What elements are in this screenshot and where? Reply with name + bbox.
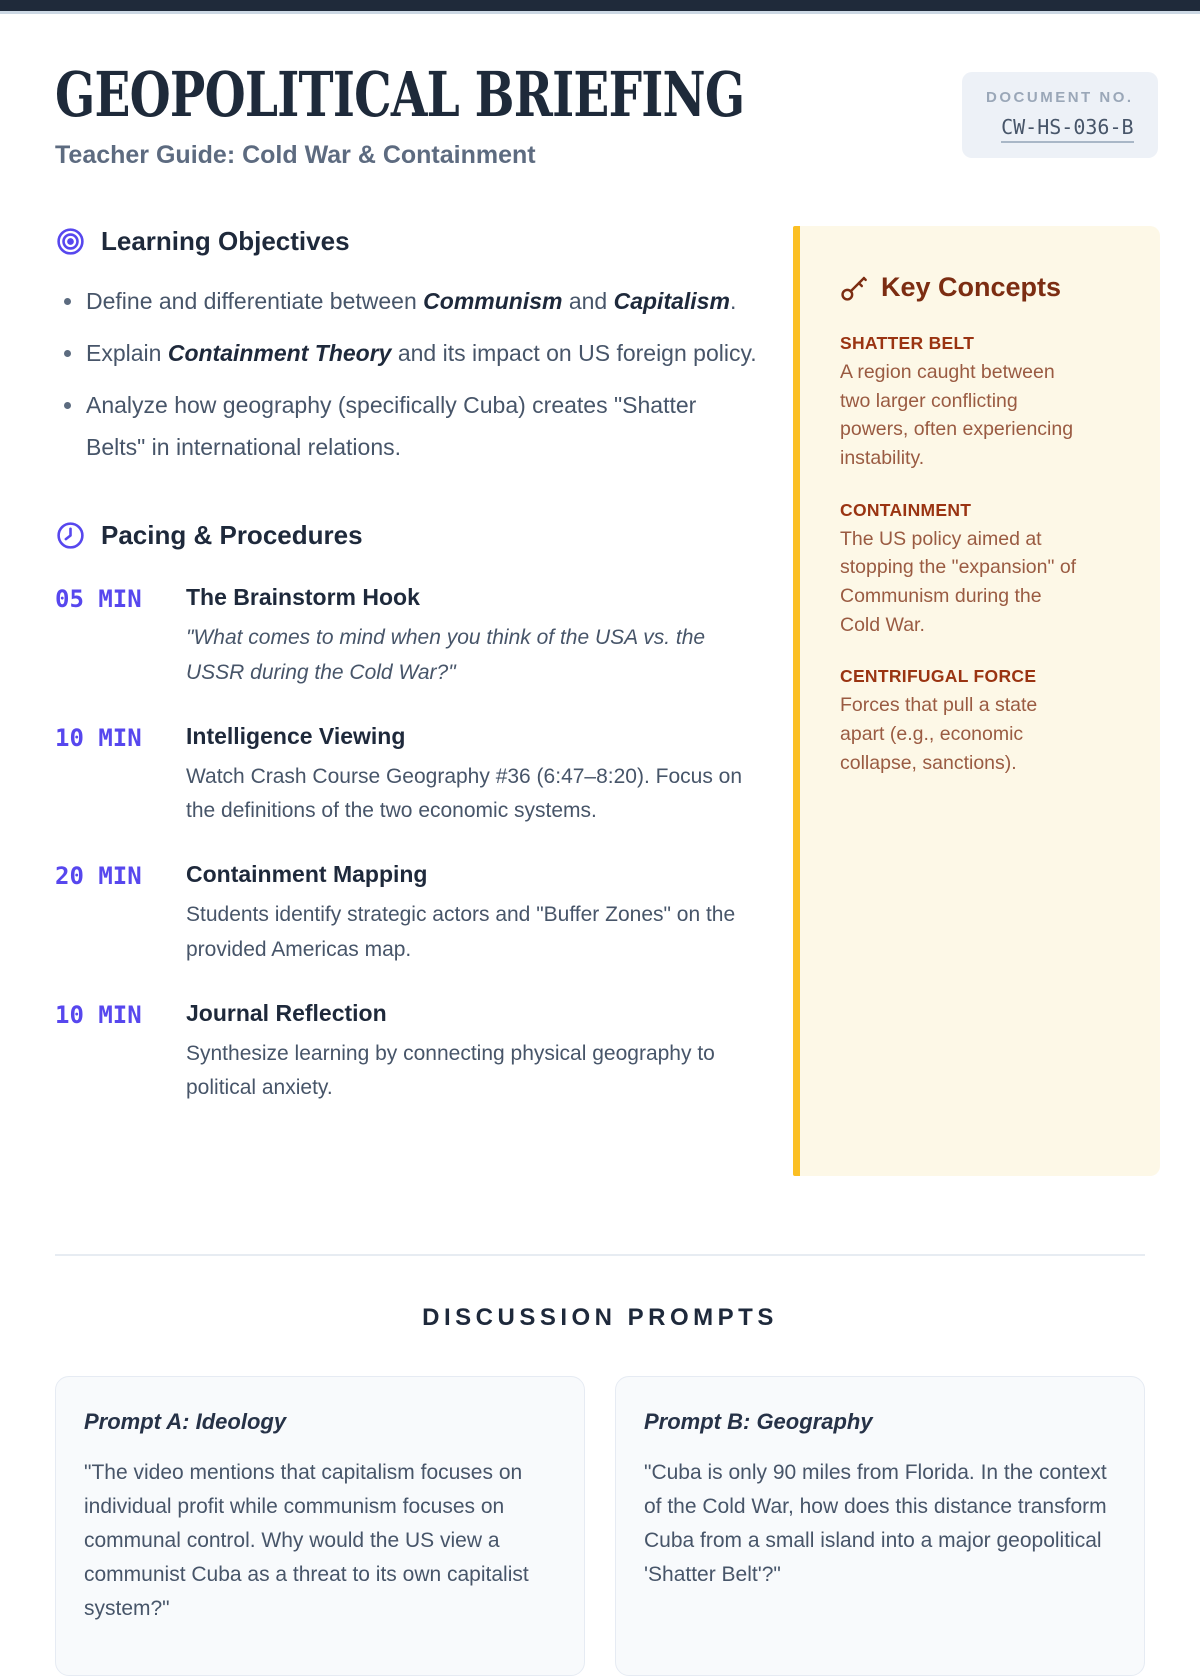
pacing-item-title: Journal Reflection [186,999,387,1026]
objective-text: Explain [86,339,168,366]
header-titles [55,58,962,170]
pacing-item-description: Synthesize learning by connecting physical geography to political anxiety. [186,1041,715,1099]
pacing-item [55,861,760,966]
objective-text: and its impact on US foreign policy. [391,339,757,366]
document-number-value: CW-HS-036-B [1001,115,1133,143]
objective-emphasis: Capitalism [613,288,730,314]
pacing-item-body [186,861,760,966]
concept-item [840,500,1120,640]
objective-item [55,281,760,323]
page-title: GEOPOLITICAL BRIEFING [55,58,745,131]
main-column [55,226,760,1176]
objective-text: Define and differentiate between [86,288,424,314]
key-concepts-sidebar [793,226,1160,1176]
concept-definition: The US policy aimed at stopping the "expansion" of Communism during the Cold War. [840,527,1077,636]
discussion-prompts-heading: DISCUSSION PROMPTS [422,1304,778,1331]
pacing-item-description: Students identify strategic actors and "Buffer Zones" on the provided Americas map. [186,903,736,961]
concept-term: CENTRIFUGAL FORCE [840,666,1037,687]
prompt-card [55,1376,585,1676]
pacing-item-body [186,723,760,828]
pacing-item-body [186,1000,760,1105]
pacing-item [55,584,760,689]
pacing-item-title: Intelligence Viewing [186,722,406,749]
learning-objectives-section [55,226,760,468]
pacing-item-description: "What comes to mind when you think of the USA vs. the USSR during the Cold War?" [186,626,706,684]
section-divider [55,1254,1145,1256]
sidebar-title: Key Concepts [881,272,1062,302]
pacing-time-label: 20 MIN [55,862,142,891]
key-concepts-heading [840,272,1120,303]
concept-term: CONTAINMENT [840,499,972,520]
pacing-section [55,520,760,1105]
prompt-card-body: "The video mentions that capitalism focuses on individual profit while communism focuses on communal control. Why would the US view a communist Cuba as a threat to its own capitalist system?" [84,1461,529,1621]
pacing-item [55,723,760,828]
pacing-time-label: 05 MIN [55,585,142,614]
document-number-badge [962,72,1158,158]
key-concepts-list [840,333,1120,777]
page-subtitle: Teacher Guide: Cold War & Containment [55,141,536,169]
prompt-card-body: "Cuba is only 90 miles from Florida. In the context of the Cold War, how does this distance transform Cuba from a small island into a major geopolitical 'Shatter Belt'?" [644,1461,1107,1587]
section-title: Pacing & Procedures [101,520,363,551]
prompt-card [615,1376,1145,1676]
pacing-heading [55,520,760,551]
key-icon [840,274,868,302]
pacing-item-title: The Brainstorm Hook [186,584,420,611]
document-number-label: DOCUMENT NO. [986,89,1134,106]
target-icon [55,226,86,257]
section-title: Learning Objectives [101,226,350,256]
concept-item [840,333,1120,473]
clock-icon [55,520,86,551]
concept-definition: Forces that pull a state apart (e.g., economic collapse, sanctions). [840,694,1038,774]
objective-item [55,385,760,469]
pacing-item-title: Containment Mapping [186,861,428,888]
content-columns [55,226,1160,1176]
pacing-item-body [186,584,760,689]
concept-item [840,666,1120,777]
concept-definition: A region caught between two larger conflicting powers, often experiencing instability. [840,361,1074,469]
objectives-list [55,281,760,468]
pacing-list [55,584,760,1105]
prompt-card-title: Prompt B: Geography [644,1409,873,1434]
document-header [55,58,1145,170]
pacing-item [55,1000,760,1105]
objective-text: and [562,288,614,314]
pacing-time-label: 10 MIN [55,1000,142,1029]
objective-emphasis: Communism [423,288,563,314]
top-accent-bar [0,0,1200,14]
concept-term: SHATTER BELT [840,333,975,353]
pacing-item-description: Watch Crash Course Geography #36 (6:47–8:20). Focus on the definitions of the two economic systems. [186,764,743,823]
objective-item [55,333,760,375]
prompt-card-title: Prompt A: Ideology [84,1409,287,1434]
learning-objectives-heading [55,226,760,257]
objective-text: . [729,288,737,314]
objective-text: Analyze how geography (specifically Cuba) creates "Shatter Belts" in international relations. [86,391,697,460]
discussion-prompt-cards [55,1376,1145,1676]
objective-emphasis: Containment Theory [167,339,392,366]
pacing-time-label: 10 MIN [55,723,142,752]
